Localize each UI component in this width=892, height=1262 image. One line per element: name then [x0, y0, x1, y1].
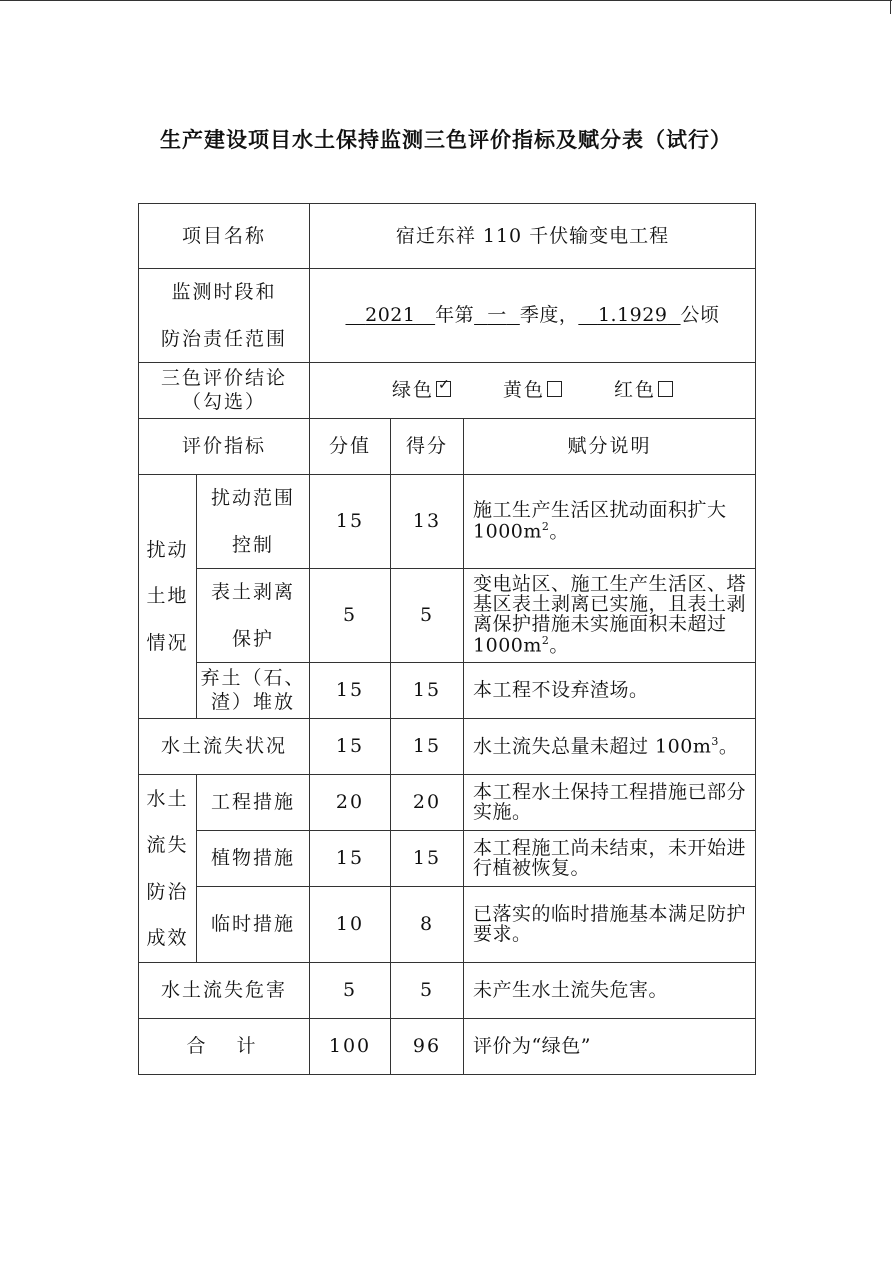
option-red: 红色	[614, 379, 673, 401]
green-checkbox	[436, 377, 452, 397]
conclusion-label-line1: 三色评价结论	[161, 366, 288, 389]
plant-measures-name: 植物措施	[197, 831, 310, 887]
total-max: 100	[310, 1019, 391, 1075]
option-green: 绿色 ✓	[391, 377, 452, 402]
temporary-measures-score: 8	[391, 887, 464, 963]
total-score: 96	[391, 1019, 464, 1075]
erosion-status-max: 15	[310, 719, 391, 775]
row-disturbance-scope	[139, 475, 756, 569]
disturbance-scope-max: 15	[310, 475, 391, 569]
engineering-measures-score: 20	[391, 775, 464, 831]
period-label	[139, 269, 310, 363]
row-total	[139, 1019, 756, 1075]
period-label-line1: 监测时段和	[171, 281, 277, 303]
period-quarter-suffix: 季度，	[519, 304, 579, 327]
option-yellow: 黄色	[503, 379, 562, 401]
erosion-hazard-note: 未产生水土流失危害。	[464, 963, 756, 1019]
erosion-status-note: 水土流失总量未超过 $100m^3$。	[464, 719, 756, 775]
row-project-name	[139, 204, 756, 269]
plant-measures-score: 15	[391, 831, 464, 887]
project-name-label: 项目名称	[139, 204, 310, 269]
spoil-disposal-name: 弃土（石、 渣）堆放	[197, 663, 310, 719]
plant-measures-max: 15	[310, 831, 391, 887]
conclusion-label	[139, 363, 310, 419]
topsoil-protection-name: 表土剥离 保护	[197, 569, 310, 663]
check-icon: ✓	[438, 377, 452, 394]
group-prevention-label: 水土 流失 防治 成效	[139, 775, 197, 963]
topsoil-protection-note: 变电站区、施工生产生活区、塔基区表土剥离已实施，且表土剥离保护措施未实施面积未超过 $1000m^2$。	[464, 569, 756, 663]
period-label-line2: 防治责任范围	[161, 327, 288, 350]
row-plant-measures	[139, 831, 756, 887]
row-engineering-measures	[139, 775, 756, 831]
row-monitoring-period	[139, 269, 756, 363]
period-area: 1.1929	[597, 304, 668, 327]
engineering-measures-note: 本工程水土保持工程措施已部分实施。	[464, 775, 756, 831]
total-name: 合 计	[139, 1019, 310, 1075]
temporary-measures-max: 10	[310, 887, 391, 963]
engineering-measures-name: 工程措施	[197, 775, 310, 831]
disturbance-scope-note: 施工生产生活区扰动面积扩大 $1000m^2$。	[464, 475, 756, 569]
disturbance-scope-name: 扰动范围 控制	[197, 475, 310, 569]
document-title: 生产建设项目水土保持监测三色评价指标及赋分表（试行）	[160, 128, 732, 152]
erosion-status-name: 水土流失状况	[139, 719, 310, 775]
group-disturbance-label: 扰动 土地 情况	[139, 475, 197, 719]
erosion-hazard-score: 5	[391, 963, 464, 1019]
temporary-measures-name: 临时措施	[197, 887, 310, 963]
project-name-value: 宿迁东祥 110 千伏输变电工程	[310, 204, 756, 269]
total-note: 评价为“绿色”	[464, 1019, 756, 1075]
spoil-disposal-score: 15	[391, 663, 464, 719]
temporary-measures-note: 已落实的临时措施基本满足防护要求。	[464, 887, 756, 963]
header-note: 赋分说明	[464, 419, 756, 475]
row-temporary-measures	[139, 887, 756, 963]
row-spoil-disposal	[139, 663, 756, 719]
page-right-border	[890, 0, 891, 14]
engineering-measures-max: 20	[310, 775, 391, 831]
header-score: 得分	[391, 419, 464, 475]
header-max-score: 分值	[310, 419, 391, 475]
erosion-status-score: 15	[391, 719, 464, 775]
row-erosion-status	[139, 719, 756, 775]
page-top-border	[0, 0, 892, 1]
period-area-unit: 公顷	[680, 304, 720, 327]
period-year-suffix: 年第	[435, 304, 475, 327]
header-indicator: 评价指标	[139, 419, 310, 475]
row-conclusion	[139, 363, 756, 419]
period-quarter: 一	[487, 304, 507, 327]
conclusion-options	[310, 363, 756, 419]
row-topsoil-protection	[139, 569, 756, 663]
red-checkbox	[658, 381, 673, 397]
topsoil-protection-score: 5	[391, 569, 464, 663]
yellow-checkbox	[547, 381, 562, 397]
row-erosion-hazard	[139, 963, 756, 1019]
conclusion-label-line2: （勾选）	[182, 390, 267, 413]
plant-measures-note: 本工程施工尚未结束，未开始进行植被恢复。	[464, 831, 756, 887]
erosion-hazard-max: 5	[310, 963, 391, 1019]
spoil-disposal-note: 本工程不设弃渣场。	[464, 663, 756, 719]
period-value	[310, 269, 756, 363]
spoil-disposal-max: 15	[310, 663, 391, 719]
period-year: 2021	[365, 304, 416, 327]
row-headers	[139, 419, 756, 475]
evaluation-table	[138, 203, 756, 1075]
erosion-hazard-name: 水土流失危害	[139, 963, 310, 1019]
topsoil-protection-max: 5	[310, 569, 391, 663]
disturbance-scope-score: 13	[391, 475, 464, 569]
